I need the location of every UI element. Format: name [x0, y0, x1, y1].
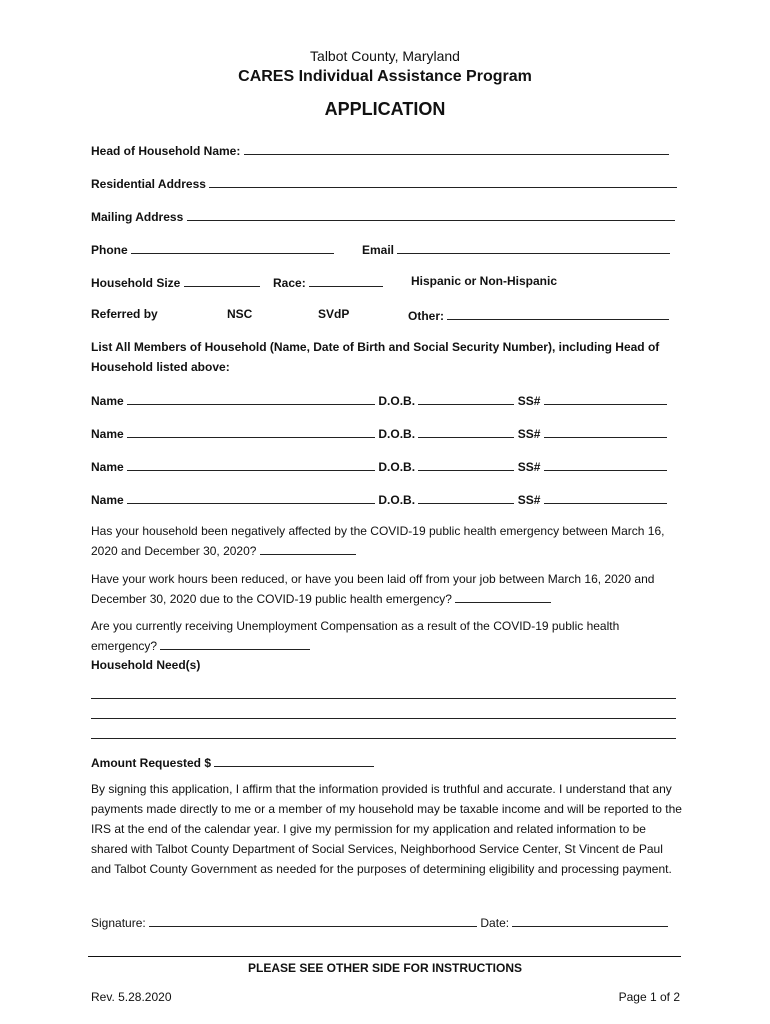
- date-field[interactable]: [512, 914, 668, 927]
- household-needs-line-1[interactable]: [91, 698, 676, 699]
- revision-date: Rev. 5.28.2020: [91, 990, 172, 1004]
- program-name: CARES Individual Assistance Program: [238, 68, 532, 85]
- member-name-label: Name: [91, 427, 124, 441]
- amount-requested-field[interactable]: [214, 754, 374, 767]
- instructions-note: PLEASE SEE OTHER SIDE FOR INSTRUCTIONS: [247, 961, 523, 975]
- member-name-field[interactable]: [127, 491, 375, 504]
- household-needs-line-2[interactable]: [91, 718, 676, 719]
- amount-requested-row: [91, 754, 374, 770]
- member-dob-field[interactable]: [418, 491, 514, 504]
- member-ss-field[interactable]: [544, 425, 667, 438]
- referred-by-label: Referred by: [91, 307, 158, 321]
- head-of-household-field[interactable]: [244, 142, 669, 155]
- household-needs-label: Household Need(s): [91, 658, 201, 672]
- member-name-label: Name: [91, 460, 124, 474]
- footer-divider: [88, 956, 681, 957]
- other-row: [408, 307, 669, 323]
- member-name-label: Name: [91, 493, 124, 507]
- question-unemployment-text: Are you currently receiving Unemployment Compensation as a result of the COVID-19 public health emergency?: [91, 619, 620, 653]
- residential-address-label: Residential Address: [91, 177, 206, 191]
- mailing-address-label: Mailing Address: [91, 210, 184, 224]
- phone-label: Phone: [91, 243, 128, 257]
- referred-by-label-wrap: [91, 307, 158, 321]
- race-row: [273, 274, 383, 290]
- svdp-label[interactable]: SVdP: [318, 307, 350, 321]
- email-row: [362, 241, 670, 257]
- member-ss-field[interactable]: [544, 458, 667, 471]
- member-dob-label: D.O.B.: [378, 394, 416, 408]
- members-intro: List All Members of Household (Name, Date of Birth and Social Security Number), including Head of Household listed above:: [91, 340, 660, 374]
- member-name-field[interactable]: [127, 458, 375, 471]
- residential-address-row: [91, 175, 677, 191]
- question-work-hours: [91, 569, 681, 609]
- member-name-field[interactable]: [127, 425, 375, 438]
- county-name: Talbot County, Maryland: [310, 48, 460, 64]
- race-label: Race:: [273, 276, 306, 290]
- household-size-row: [91, 274, 260, 290]
- member-name-field[interactable]: [127, 392, 375, 405]
- member-ss-field[interactable]: [544, 392, 667, 405]
- household-size-field[interactable]: [184, 274, 260, 287]
- household-needs-line-3[interactable]: [91, 738, 676, 739]
- member-row-3: [91, 458, 667, 474]
- question-covid-affected-field[interactable]: [260, 542, 356, 555]
- signature-label: Signature:: [91, 916, 146, 930]
- member-dob-field[interactable]: [418, 425, 514, 438]
- signature-field[interactable]: [149, 914, 477, 927]
- member-dob-label: D.O.B.: [378, 493, 416, 507]
- member-name-label: Name: [91, 394, 124, 408]
- nsc-option[interactable]: [227, 307, 252, 321]
- member-dob-label: D.O.B.: [378, 427, 416, 441]
- question-unemployment: [91, 616, 681, 656]
- member-dob-field[interactable]: [418, 392, 514, 405]
- member-ss-label: SS#: [517, 394, 541, 408]
- hispanic-label[interactable]: Hispanic or Non-Hispanic: [411, 274, 558, 288]
- nsc-label[interactable]: NSC: [227, 307, 253, 321]
- question-work-hours-text: Have your work hours been reduced, or have you been laid off from your job between March 16, 2020 and December 30, 2020 due to the COVID-19 public health emergency?: [91, 572, 655, 606]
- question-covid-affected-text: Has your household been negatively affected by the COVID-19 public health emergency between March 16, 2020 and December 30, 2020?: [91, 524, 665, 558]
- household-size-label: Household Size: [91, 276, 181, 290]
- page-number: Page 1 of 2: [618, 990, 680, 1004]
- svdp-option[interactable]: [318, 307, 349, 321]
- mailing-address-row: [91, 208, 675, 224]
- residential-address-field[interactable]: [209, 175, 677, 188]
- other-field[interactable]: [447, 307, 669, 320]
- member-ss-label: SS#: [517, 427, 541, 441]
- race-field[interactable]: [309, 274, 383, 287]
- member-ss-label: SS#: [517, 493, 541, 507]
- household-needs-label-wrap: [91, 658, 200, 672]
- question-work-hours-field[interactable]: [455, 590, 551, 603]
- mailing-address-field[interactable]: [187, 208, 675, 221]
- member-row-1: [91, 392, 667, 408]
- question-unemployment-field[interactable]: [160, 637, 310, 650]
- member-row-2: [91, 425, 667, 441]
- question-covid-affected: [91, 521, 681, 561]
- other-label: Other:: [408, 309, 444, 323]
- email-label: Email: [362, 243, 395, 257]
- phone-row: [91, 241, 334, 257]
- member-dob-label: D.O.B.: [378, 460, 416, 474]
- member-dob-field[interactable]: [418, 458, 514, 471]
- phone-field[interactable]: [131, 241, 334, 254]
- email-field[interactable]: [397, 241, 670, 254]
- member-row-4: [91, 491, 667, 507]
- signature-row: [91, 914, 668, 930]
- amount-requested-label: Amount Requested $: [91, 756, 212, 770]
- head-of-household-label: Head of Household Name:: [91, 144, 241, 158]
- affirmation-paragraph: By signing this application, I affirm that the information provided is truthful and accurate. I understand that any payments made directly to me or a member of my household may be taxable income and will be reported to the IRS at the end of the calendar year. I give my permission for my application and related information to be shared with Talbot County Department of Social Services, Neighborhood Service Center, St Vincent de Paul and Talbot County Government as needed for the purposes of determining eligibility and processing payment.: [91, 782, 682, 876]
- hispanic-row: [411, 274, 557, 288]
- member-ss-label: SS#: [517, 460, 541, 474]
- date-label: Date:: [480, 916, 510, 930]
- page-title: APPLICATION: [324, 99, 446, 119]
- member-ss-field[interactable]: [544, 491, 667, 504]
- head-of-household-row: [91, 142, 669, 158]
